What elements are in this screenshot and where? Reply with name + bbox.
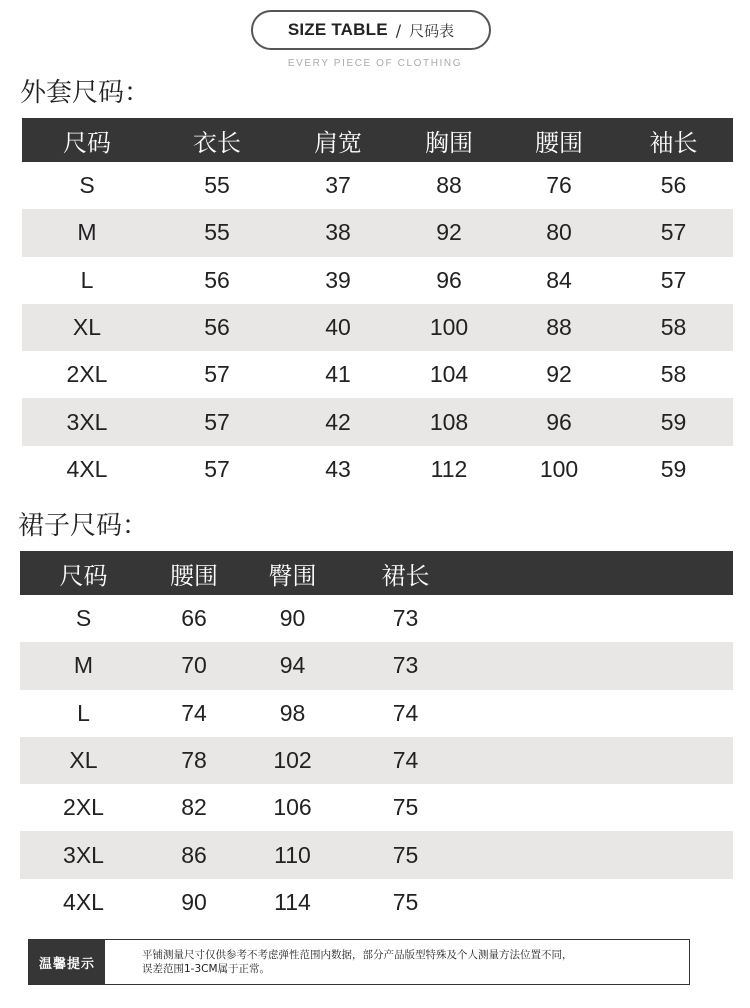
table-cell: 2XL xyxy=(63,794,104,821)
table-cell: 110 xyxy=(241,831,344,878)
skirt-section-title: 裙子尺码： xyxy=(18,511,149,541)
table-cell: 56 xyxy=(660,172,687,199)
table-cell: 57 xyxy=(660,266,687,293)
table-row xyxy=(20,595,733,642)
table-cell: 98 xyxy=(279,699,306,726)
table-cell: L xyxy=(77,699,90,726)
table-cell: 2XL xyxy=(66,361,108,388)
table-cell: 59 xyxy=(614,398,733,445)
coat-header-size: 尺码 xyxy=(22,118,152,162)
table-cell-empty xyxy=(467,642,733,689)
warm-tips-line-2: 误差范围1-3CM属于正常。 xyxy=(142,963,271,975)
table-cell: 56 xyxy=(204,266,230,293)
coat-header-shoulder: 肩宽 xyxy=(282,118,394,162)
warm-tips-line-1: 平铺测量尺寸仅供参考不考虑弹性范围内数据，部分产品版型特殊及个人测量方法位置不同， xyxy=(142,949,573,961)
table-cell: 75 xyxy=(344,831,467,878)
coat-header-waist: 腰围 xyxy=(504,118,614,162)
warm-tips-box xyxy=(28,939,690,985)
skirt-header-row xyxy=(20,551,733,595)
table-cell: 100 xyxy=(394,304,504,351)
table-cell: 57 xyxy=(204,361,230,388)
table-cell: 75 xyxy=(392,794,419,821)
table-row xyxy=(22,446,733,493)
warm-tips-text xyxy=(105,948,573,976)
coat-size-table xyxy=(22,118,733,493)
table-cell: 96 xyxy=(504,398,614,445)
warm-tips-label: 温馨提示 xyxy=(29,940,105,984)
table-cell: 55 xyxy=(152,209,282,256)
table-cell-empty xyxy=(467,690,733,737)
table-cell: 74 xyxy=(392,699,419,726)
table-cell: 3XL xyxy=(20,831,147,878)
skirt-header-size: 尺码 xyxy=(20,551,147,595)
table-cell: 88 xyxy=(504,304,614,351)
table-row xyxy=(20,879,733,926)
table-cell: 42 xyxy=(282,398,394,445)
table-cell: 40 xyxy=(282,304,394,351)
table-cell: XL xyxy=(20,737,147,784)
table-row xyxy=(22,398,733,445)
coat-header-sleeve: 袖长 xyxy=(614,118,733,162)
table-cell: 58 xyxy=(660,361,687,388)
size-table-title-en: SIZE TABLE xyxy=(287,20,388,39)
table-cell: 38 xyxy=(282,209,394,256)
size-table-badge xyxy=(251,10,491,50)
table-cell: 73 xyxy=(344,642,467,689)
table-row xyxy=(22,257,733,304)
table-cell: 57 xyxy=(204,455,230,482)
table-cell: 55 xyxy=(204,172,230,199)
table-row xyxy=(22,209,733,256)
size-table-title-cn: 尺码表 xyxy=(409,21,455,40)
table-cell: 73 xyxy=(392,605,419,632)
table-cell: 90 xyxy=(181,888,207,915)
skirt-header-hip: 臀围 xyxy=(241,551,344,595)
skirt-header-length: 裙长 xyxy=(344,551,467,595)
table-cell: 57 xyxy=(614,209,733,256)
table-cell: 39 xyxy=(325,266,351,293)
table-cell: 56 xyxy=(152,304,282,351)
table-cell: 92 xyxy=(394,209,504,256)
table-cell: 74 xyxy=(181,699,207,726)
table-cell: 76 xyxy=(546,172,572,199)
table-cell: 82 xyxy=(181,794,207,821)
table-row xyxy=(20,737,733,784)
table-row xyxy=(20,784,733,831)
table-cell: S xyxy=(79,172,95,199)
table-row xyxy=(22,162,733,209)
table-cell: 4XL xyxy=(63,888,104,915)
table-cell-empty xyxy=(467,595,733,642)
table-cell: 43 xyxy=(325,455,351,482)
header-subtitle: EVERY PIECE OF CLOTHING xyxy=(287,58,463,69)
table-cell: 80 xyxy=(504,209,614,256)
table-cell: 106 xyxy=(273,794,312,821)
table-cell: 37 xyxy=(325,172,351,199)
table-cell: 114 xyxy=(274,888,311,915)
table-cell: 104 xyxy=(429,361,469,388)
table-row xyxy=(20,690,733,737)
table-cell: XL xyxy=(22,304,152,351)
table-cell: 92 xyxy=(546,361,572,388)
table-cell: 66 xyxy=(181,605,207,632)
table-row xyxy=(20,831,733,878)
table-row xyxy=(22,351,733,398)
table-cell: 86 xyxy=(147,831,241,878)
table-cell: 84 xyxy=(546,266,572,293)
table-cell-empty xyxy=(467,737,733,784)
table-cell: M xyxy=(22,209,152,256)
coat-header-row xyxy=(22,118,733,162)
title-separator: / xyxy=(395,20,402,40)
table-cell: 59 xyxy=(660,455,687,482)
table-cell: 102 xyxy=(241,737,344,784)
table-cell: M xyxy=(20,642,147,689)
table-cell-empty xyxy=(467,831,733,878)
table-cell: 70 xyxy=(147,642,241,689)
table-cell: 4XL xyxy=(66,455,108,482)
table-row xyxy=(22,304,733,351)
skirt-header-waist: 腰围 xyxy=(147,551,241,595)
table-cell: 112 xyxy=(430,455,468,482)
table-cell: 74 xyxy=(344,737,467,784)
table-cell: 94 xyxy=(241,642,344,689)
table-cell: 96 xyxy=(436,266,462,293)
table-cell: 90 xyxy=(279,605,306,632)
coat-header-length: 衣长 xyxy=(152,118,282,162)
table-cell: 58 xyxy=(614,304,733,351)
skirt-size-table xyxy=(20,551,733,926)
table-cell: 57 xyxy=(152,398,282,445)
table-cell: 88 xyxy=(436,172,462,199)
table-cell: S xyxy=(75,605,92,632)
skirt-header-empty xyxy=(467,551,733,595)
table-cell: L xyxy=(80,266,94,293)
table-row xyxy=(20,642,733,689)
table-cell: 41 xyxy=(325,361,351,388)
table-cell: 108 xyxy=(394,398,504,445)
table-cell: 3XL xyxy=(22,398,152,445)
coat-section-title: 外套尺码： xyxy=(20,78,151,108)
coat-header-chest: 胸围 xyxy=(394,118,504,162)
table-cell: 100 xyxy=(539,455,579,482)
table-cell: 78 xyxy=(147,737,241,784)
table-cell-empty xyxy=(467,879,733,926)
table-cell: 75 xyxy=(392,888,419,915)
table-cell-empty xyxy=(467,784,733,831)
